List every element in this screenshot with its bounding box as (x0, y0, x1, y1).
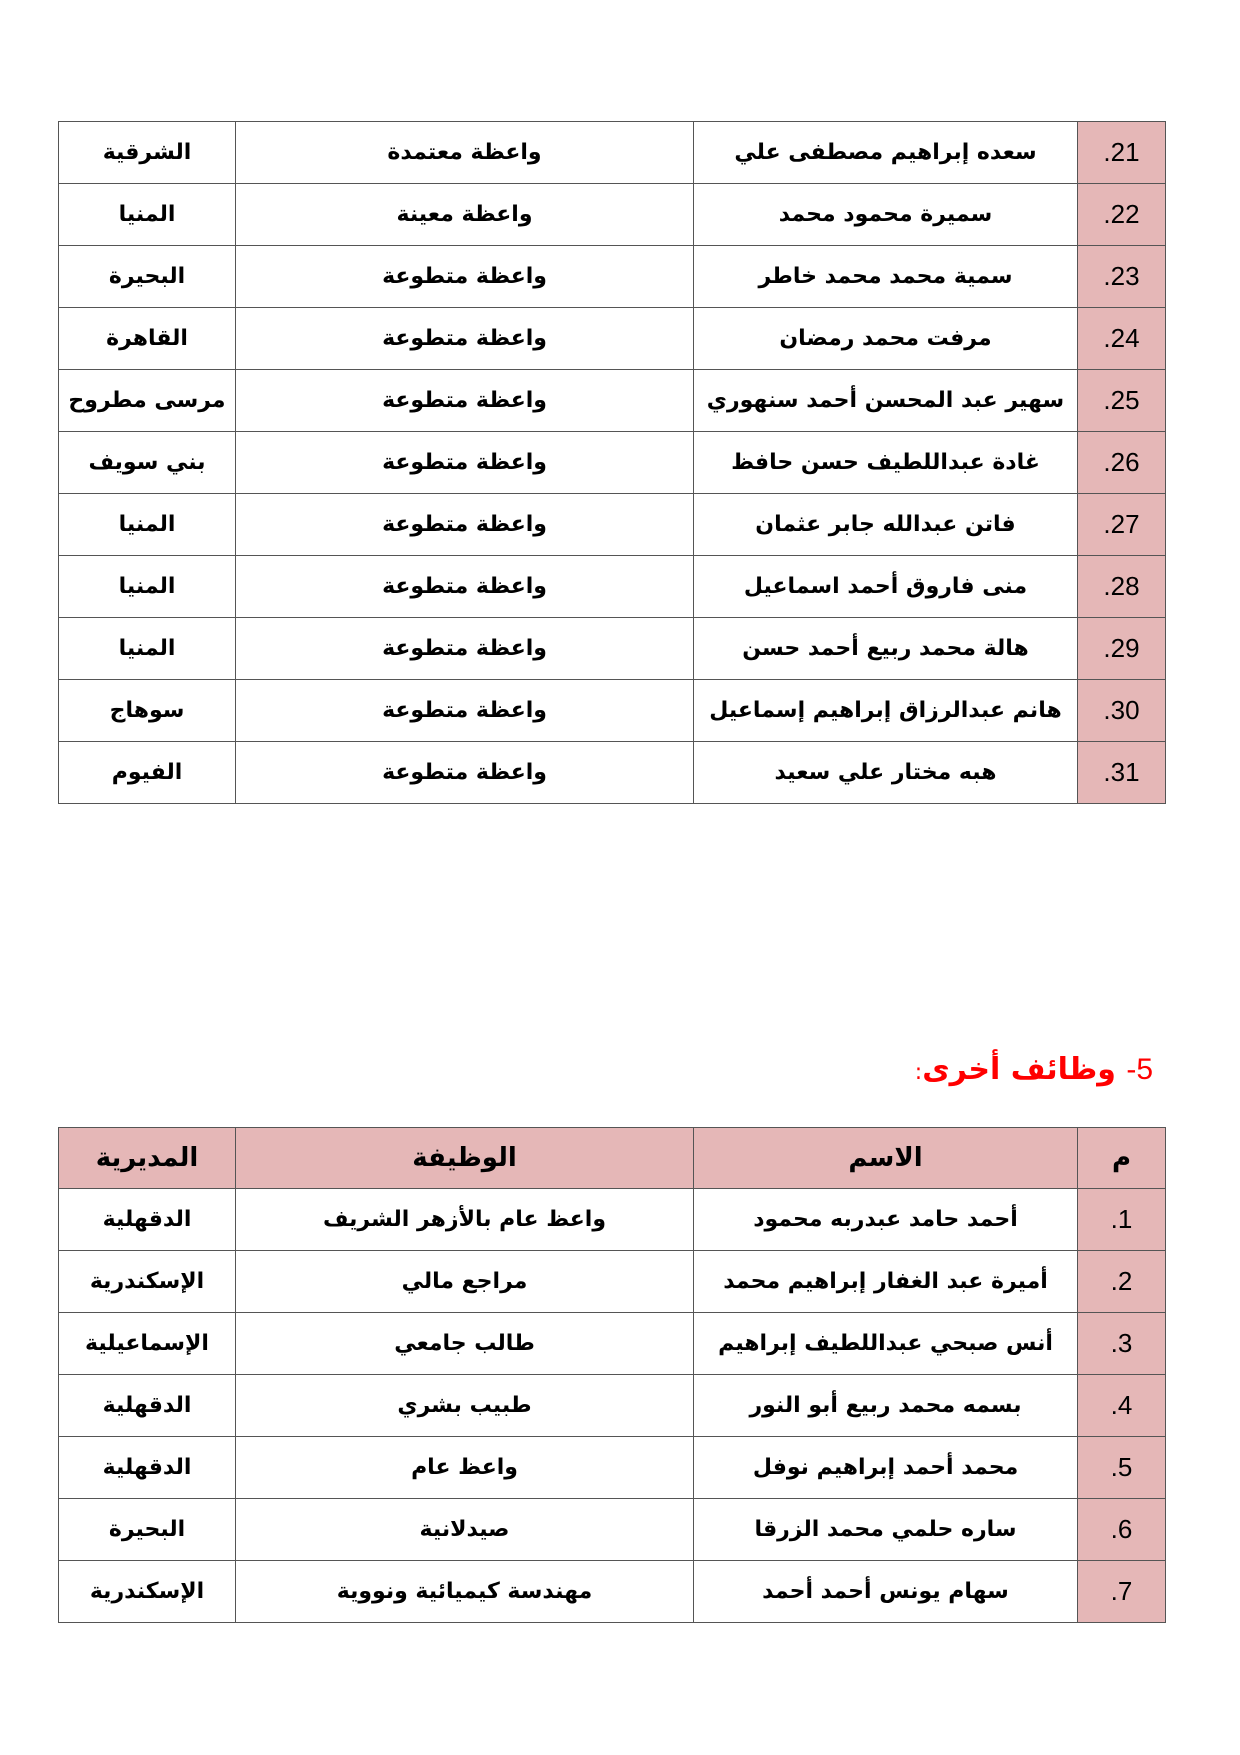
job-title: طبيب بشري (236, 1375, 694, 1437)
table-row (59, 1499, 1166, 1561)
row-number: 4. (1078, 1375, 1166, 1437)
row-number: 21. (1078, 122, 1166, 184)
governorate: المنيا (59, 556, 236, 618)
job-title: واعظ عام بالأزهر الشريف (236, 1189, 694, 1251)
person-name: سمية محمد محمد خاطر (694, 246, 1078, 308)
job-title: واعظة متطوعة (236, 308, 694, 370)
table-row (59, 432, 1166, 494)
job-title: واعظة معينة (236, 184, 694, 246)
job-title: واعظة متطوعة (236, 556, 694, 618)
table-row (59, 1375, 1166, 1437)
table-row (59, 494, 1166, 556)
person-name: سميرة محمود محمد (694, 184, 1078, 246)
job-title: واعظة متطوعة (236, 742, 694, 804)
person-name: منى فاروق أحمد اسماعيل (694, 556, 1078, 618)
row-number: 1. (1078, 1189, 1166, 1251)
governorate: البحيرة (59, 246, 236, 308)
row-number: 5. (1078, 1437, 1166, 1499)
governorate: البحيرة (59, 1499, 236, 1561)
governorate: الإسكندرية (59, 1251, 236, 1313)
row-number: 26. (1078, 432, 1166, 494)
other-jobs-table (58, 1127, 1166, 1623)
person-name: هبه مختار علي سعيد (694, 742, 1078, 804)
row-number: 23. (1078, 246, 1166, 308)
table-row (59, 618, 1166, 680)
table-row (59, 1189, 1166, 1251)
row-number: 24. (1078, 308, 1166, 370)
job-title: واعظة متطوعة (236, 432, 694, 494)
row-number: 31. (1078, 742, 1166, 804)
preachers-table-continued (58, 121, 1166, 804)
governorate: الدقهلية (59, 1189, 236, 1251)
table-row (59, 1561, 1166, 1623)
job-title: صيدلانية (236, 1499, 694, 1561)
table-row (59, 1251, 1166, 1313)
row-number: 29. (1078, 618, 1166, 680)
table-row (59, 308, 1166, 370)
governorate: الإسكندرية (59, 1561, 236, 1623)
person-name: محمد أحمد إبراهيم نوفل (694, 1437, 1078, 1499)
header-number: م (1078, 1128, 1166, 1189)
person-name: أحمد حامد عبدربه محمود (694, 1189, 1078, 1251)
governorate: مرسى مطروح (59, 370, 236, 432)
header-job: الوظيفة (236, 1128, 694, 1189)
header-governorate: المديرية (59, 1128, 236, 1189)
governorate: القاهرة (59, 308, 236, 370)
job-title: واعظة متطوعة (236, 246, 694, 308)
person-name: هانم عبدالرزاق إبراهيم إسماعيل (694, 680, 1078, 742)
table-header-row (59, 1128, 1166, 1189)
table-row (59, 246, 1166, 308)
person-name: بسمه محمد ربيع أبو النور (694, 1375, 1078, 1437)
job-title: واعظة متطوعة (236, 680, 694, 742)
section-colon: : (914, 1060, 923, 1085)
person-name: سهام يونس أحمد أحمد (694, 1561, 1078, 1623)
job-title: مراجع مالي (236, 1251, 694, 1313)
row-number: 25. (1078, 370, 1166, 432)
governorate: المنيا (59, 184, 236, 246)
person-name: غادة عبداللطيف حسن حافظ (694, 432, 1078, 494)
table-row (59, 680, 1166, 742)
table-row (59, 184, 1166, 246)
row-number: 2. (1078, 1251, 1166, 1313)
governorate: الدقهلية (59, 1375, 236, 1437)
table-row (59, 122, 1166, 184)
row-number: 7. (1078, 1561, 1166, 1623)
person-name: فاتن عبدالله جابر عثمان (694, 494, 1078, 556)
section-title: وظائف أخرى (922, 1052, 1116, 1087)
job-title: واعظة متطوعة (236, 618, 694, 680)
job-title: واعظة متطوعة (236, 370, 694, 432)
job-title: واعظ عام (236, 1437, 694, 1499)
job-title: مهندسة كيميائية ونووية (236, 1561, 694, 1623)
governorate: المنيا (59, 494, 236, 556)
row-number: 3. (1078, 1313, 1166, 1375)
table-row (59, 1313, 1166, 1375)
row-number: 6. (1078, 1499, 1166, 1561)
person-name: مرفت محمد رمضان (694, 308, 1078, 370)
governorate: المنيا (59, 618, 236, 680)
table-row (59, 1437, 1166, 1499)
row-number: 27. (1078, 494, 1166, 556)
governorate: الفيوم (59, 742, 236, 804)
job-title: واعظة متطوعة (236, 494, 694, 556)
table-row (59, 556, 1166, 618)
governorate: الدقهلية (59, 1437, 236, 1499)
person-name: أنس صبحي عبداللطيف إبراهيم (694, 1313, 1078, 1375)
section-heading (915, 1052, 1153, 1087)
governorate: بني سويف (59, 432, 236, 494)
header-name: الاسم (694, 1128, 1078, 1189)
person-name: أميرة عبد الغفار إبراهيم محمد (694, 1251, 1078, 1313)
governorate: الإسماعيلية (59, 1313, 236, 1375)
person-name: ساره حلمي محمد الزرقا (694, 1499, 1078, 1561)
person-name: هالة محمد ربيع أحمد حسن (694, 618, 1078, 680)
table-row (59, 742, 1166, 804)
person-name: سهير عبد المحسن أحمد سنهوري (694, 370, 1078, 432)
section-number: 5- (1126, 1053, 1153, 1086)
table-row (59, 370, 1166, 432)
job-title: طالب جامعي (236, 1313, 694, 1375)
row-number: 28. (1078, 556, 1166, 618)
row-number: 22. (1078, 184, 1166, 246)
person-name: سعده إبراهيم مصطفى علي (694, 122, 1078, 184)
governorate: الشرقية (59, 122, 236, 184)
governorate: سوهاج (59, 680, 236, 742)
job-title: واعظة معتمدة (236, 122, 694, 184)
row-number: 30. (1078, 680, 1166, 742)
